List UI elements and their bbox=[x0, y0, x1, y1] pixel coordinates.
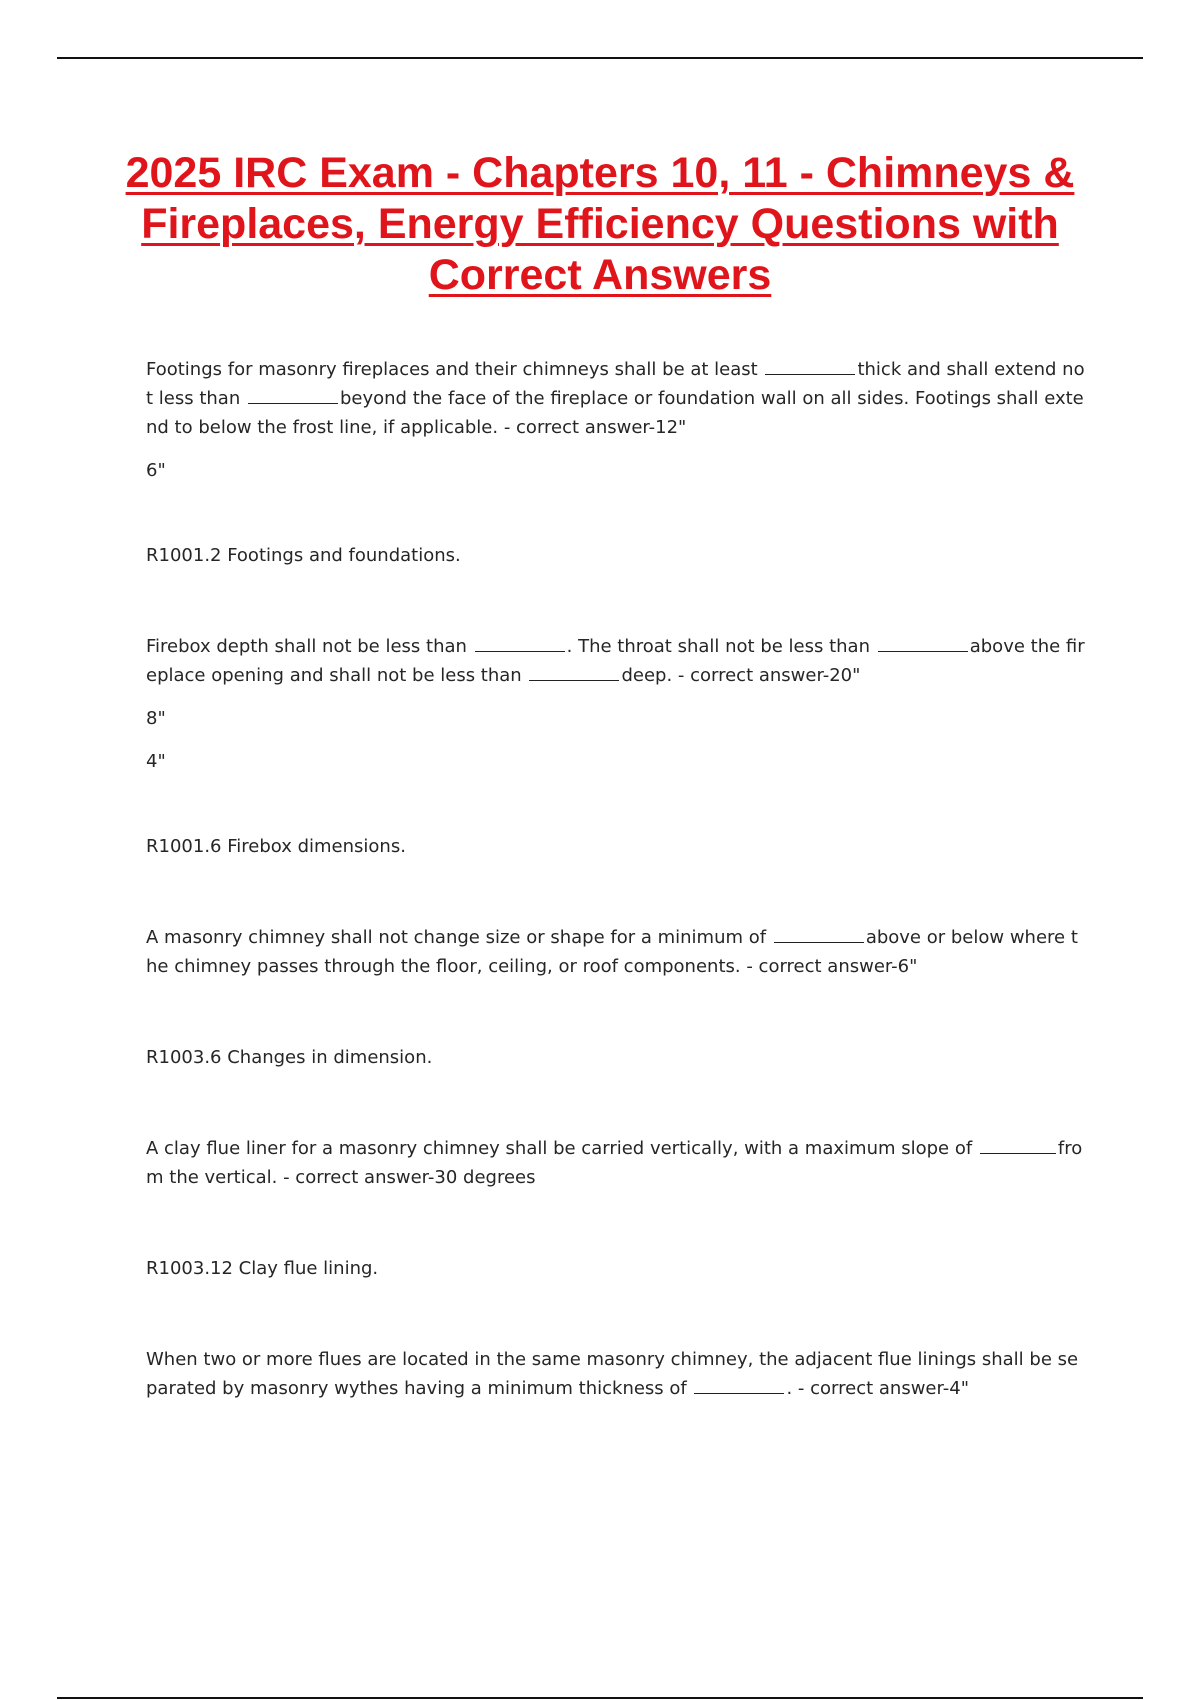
question-text-part: Footings for masonry fireplaces and their chimneys shall be at least bbox=[146, 359, 764, 380]
answer-blank bbox=[248, 385, 338, 404]
question-text-part: from the vertical. - correct answer-30 degrees bbox=[146, 1138, 1083, 1188]
question-text-part: A clay flue liner for a masonry chimney shall be carried vertically, with a maximum slope of bbox=[146, 1138, 978, 1159]
extra-answer: 4" bbox=[146, 751, 166, 772]
code-reference: R1001.6 Firebox dimensions. bbox=[146, 836, 406, 857]
question-text-part: . The throat shall not be less than bbox=[566, 636, 876, 657]
answer-blank bbox=[774, 924, 864, 943]
answer-blank bbox=[529, 662, 619, 681]
question-text bbox=[146, 355, 1086, 442]
question-text-part: Firebox depth shall not be less than bbox=[146, 636, 473, 657]
question-list bbox=[146, 355, 1086, 1403]
question-text-part: beyond the face of the fireplace or foundation wall on all sides. Footings shall extend to below the frost line, if applicable. - correct answer-12" bbox=[146, 388, 1084, 438]
question-text-part: deep. - correct answer-20" bbox=[621, 665, 861, 686]
document-title: 2025 IRC Exam - Chapters 10, 11 - Chimneys & Fireplaces, Energy Efficiency Questions with Correct Answers bbox=[125, 149, 1075, 299]
answer-blank bbox=[765, 356, 855, 375]
answer-blank bbox=[980, 1135, 1056, 1154]
question-text bbox=[146, 1134, 1086, 1192]
question-text-part: . - correct answer-4" bbox=[786, 1378, 969, 1399]
answer-blank bbox=[878, 633, 968, 652]
question-text bbox=[146, 923, 1086, 981]
answer-blank bbox=[475, 633, 565, 652]
question-text-part: above or below where the chimney passes through the floor, ceiling, or roof components. - correct answer-6" bbox=[146, 927, 1078, 977]
code-reference: R1003.12 Clay flue lining. bbox=[146, 1258, 379, 1279]
question-text bbox=[146, 1345, 1086, 1403]
footer-rule bbox=[57, 1697, 1143, 1699]
extra-answer: 8" bbox=[146, 708, 166, 729]
header-rule bbox=[57, 57, 1143, 59]
question-text-part: A masonry chimney shall not change size or shape for a minimum of bbox=[146, 927, 772, 948]
answer-blank bbox=[694, 1375, 784, 1394]
question-text-part: thick and shall extend not less than bbox=[146, 359, 1085, 409]
question-text-part: When two or more flues are located in the same masonry chimney, the adjacent flue linings shall be separated by masonry wythes having a minimum thickness of bbox=[146, 1349, 1079, 1399]
question-text-part: above the fireplace opening and shall not be less than bbox=[146, 636, 1085, 686]
extra-answer: 6" bbox=[146, 460, 166, 481]
code-reference: R1001.2 Footings and foundations. bbox=[146, 545, 461, 566]
code-reference: R1003.6 Changes in dimension. bbox=[146, 1047, 433, 1068]
question-text bbox=[146, 632, 1086, 690]
